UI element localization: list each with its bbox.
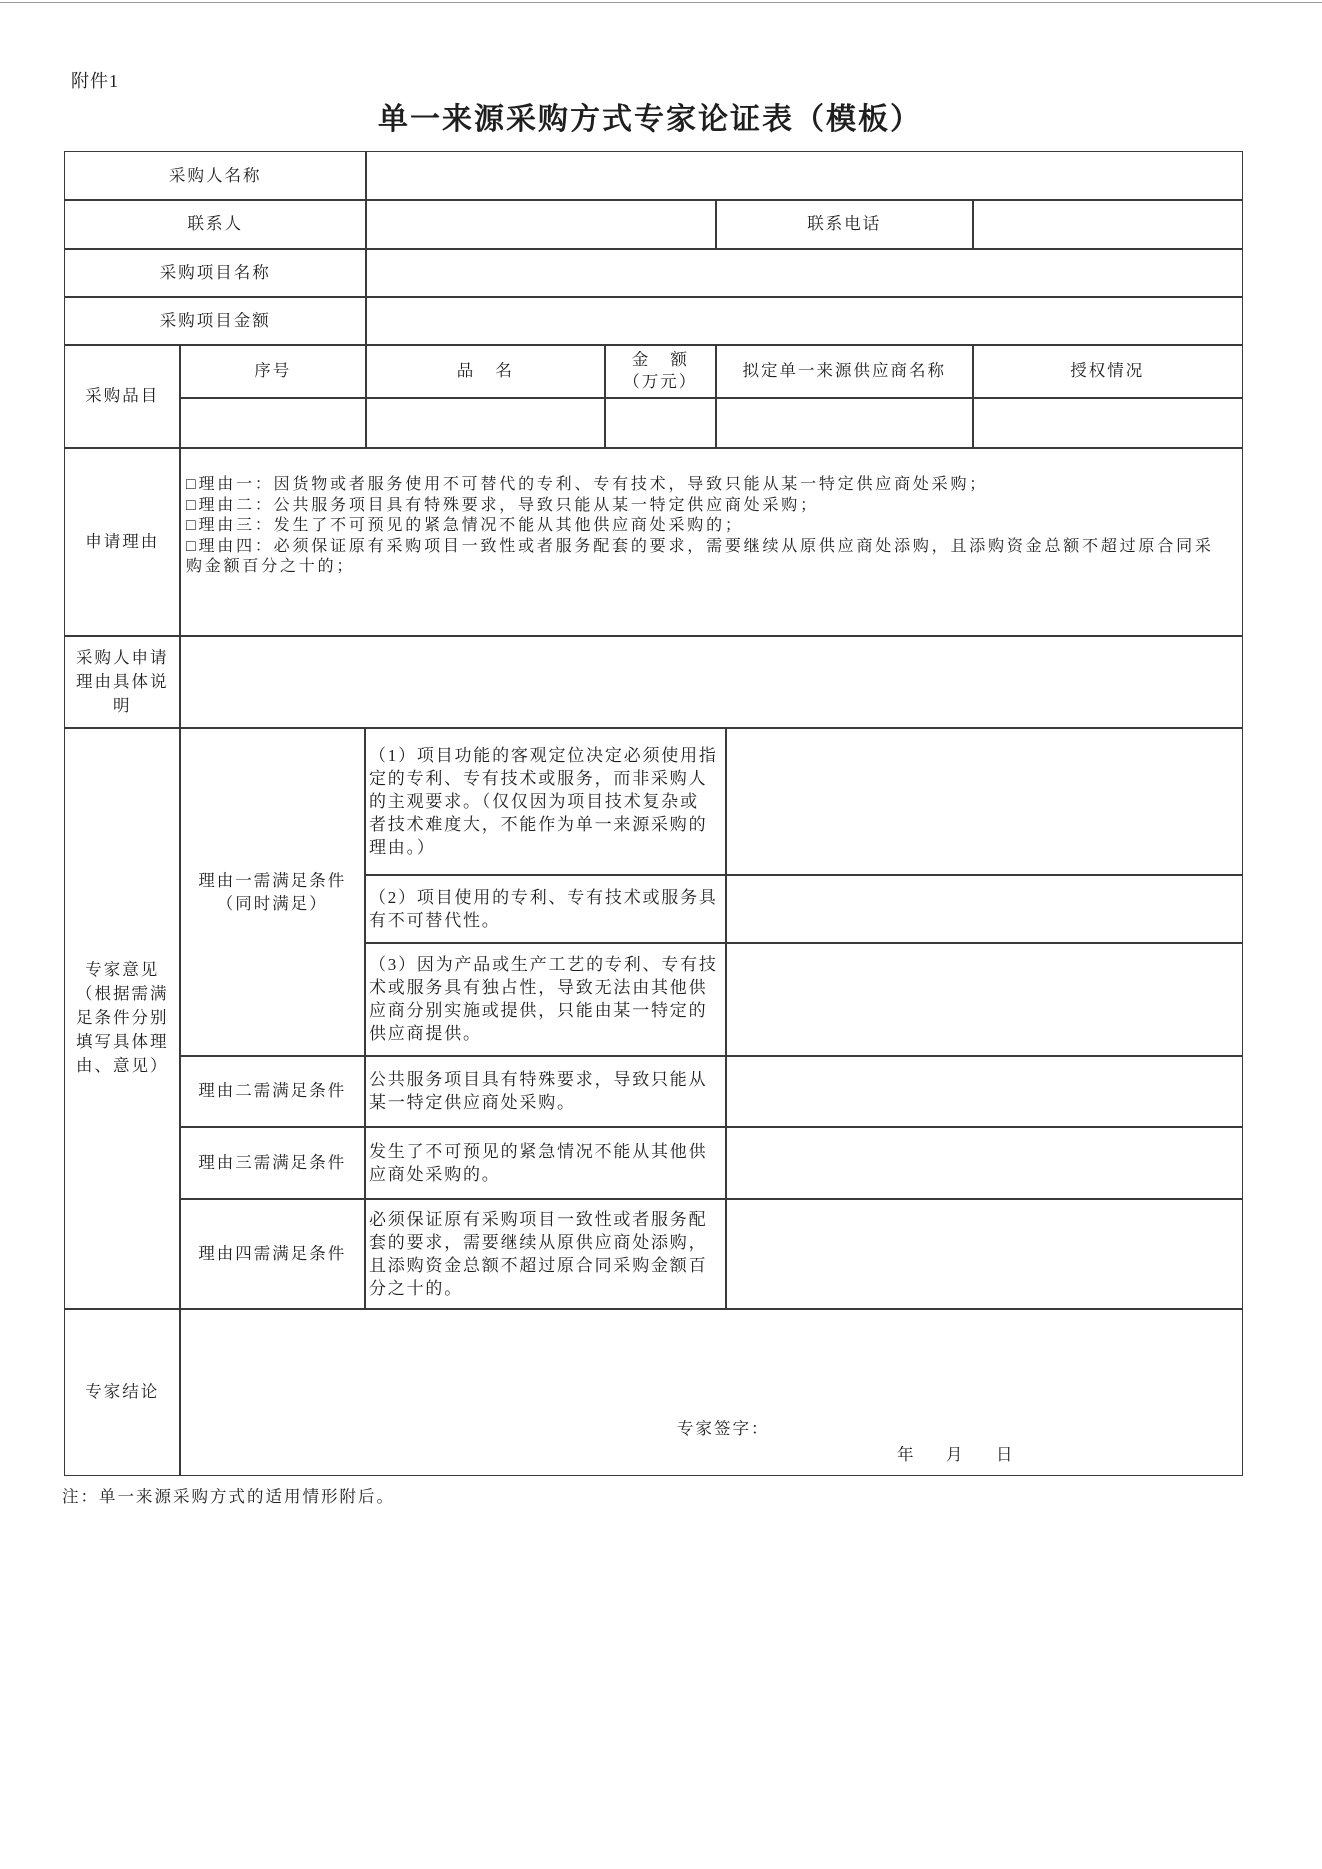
reason2-label: 理由二需满足条件 xyxy=(198,1081,347,1101)
reason2-opinion-cell xyxy=(725,1055,1243,1128)
reason4-label: 理由四需满足条件 xyxy=(198,1243,347,1263)
items-header-name xyxy=(365,344,606,399)
items-header-index xyxy=(179,344,367,399)
conclusion-label: 专家结论 xyxy=(85,1381,160,1401)
specific-explanation-content xyxy=(179,635,1243,729)
reason4-label-cell xyxy=(179,1198,366,1310)
project-name-label: 采购项目名称 xyxy=(159,262,271,282)
items-label: 采购品目 xyxy=(85,386,160,406)
application-reasons-label-cell xyxy=(64,447,181,637)
purchaser-name-label-cell xyxy=(64,151,367,201)
conclusion-content xyxy=(179,1308,1243,1476)
reason1-condition1-opinion-cell xyxy=(725,727,1243,876)
date-day-label: 日 xyxy=(996,1445,1015,1464)
reason-option-3: □理由三：发生了不可预见的紧急情况不能从其他供应商处采购的； xyxy=(186,517,744,534)
condition-line: 且添购资金总额不超过原合同采购金额百 xyxy=(369,1255,708,1275)
reason4-opinion-cell xyxy=(725,1198,1243,1310)
expert-signature-label: 专家签字： xyxy=(677,1419,770,1438)
project-name-label-cell xyxy=(64,248,367,298)
condition-line: （2）项目使用的专利、专有技术或服务具 xyxy=(369,887,718,907)
items-header-authorization xyxy=(972,344,1243,399)
condition-line: 发生了不可预见的紧急情况不能从其他供 xyxy=(369,1141,708,1161)
application-reasons-label: 申请理由 xyxy=(85,531,160,551)
application-reasons-content xyxy=(179,447,1243,637)
expert-opinion-label-cell xyxy=(64,727,181,1310)
condition-line: 定的专利、专有技术或服务，而非采购人 xyxy=(369,768,708,788)
project-name-value-cell xyxy=(365,248,1243,298)
reason1-condition2-text xyxy=(364,874,727,944)
items-row-amount-cell xyxy=(604,397,717,449)
date-year-label: 年 xyxy=(897,1445,916,1464)
phone-value-cell xyxy=(972,199,1243,250)
project-amount-value-cell xyxy=(365,296,1243,346)
reason-option-2: □理由二：公共服务项目具有特殊要求，导致只能从某一特定供应商处采购； xyxy=(186,496,819,514)
condition-line: 有不可替代性。 xyxy=(369,910,501,930)
reason-option-4: □理由四：必须保证原有采购项目一致性或者服务配套的要求，需要继续从原供应商处添购，且添购资金总额不超过原合同采 xyxy=(186,537,1214,555)
condition-line: 理由。） xyxy=(369,837,436,857)
items-header-authorization-text: 授权情况 xyxy=(1070,361,1145,381)
items-header-amount-unit: （万元） xyxy=(623,372,698,392)
condition-line: 分之十的。 xyxy=(369,1278,463,1298)
date-month-label: 月 xyxy=(946,1445,965,1464)
condition-line: 套的要求，需要继续从原供应商处添购， xyxy=(369,1232,708,1252)
expert-opinion-label: 专家意见 xyxy=(85,960,160,980)
items-row-supplier-cell xyxy=(715,397,974,449)
reason1-condition2-opinion-cell xyxy=(725,874,1243,944)
conclusion-label-cell xyxy=(64,1308,181,1476)
expert-opinion-label-note: （根据需满足条件分别填写具体理由、意见） xyxy=(76,984,169,1076)
reason1-condition1-text xyxy=(364,727,727,876)
reason1-condition3-text xyxy=(364,942,727,1057)
reason3-condition-text xyxy=(364,1126,727,1200)
condition-line: 供应商提供。 xyxy=(369,1024,482,1044)
reason1-label: 理由一需满足条件 xyxy=(198,870,347,890)
items-header-name-text: 品 名 xyxy=(456,361,514,381)
condition-line: 者技术难度大，不能作为单一来源采购的 xyxy=(369,814,708,834)
reason4-condition-text xyxy=(364,1198,727,1310)
page-title: 单一来源采购方式专家论证表（模板） xyxy=(378,103,922,136)
phone-label-cell xyxy=(715,199,974,250)
items-header-amount-text: 金 额 xyxy=(631,350,689,370)
purchaser-name-label: 采购人名称 xyxy=(169,165,262,185)
items-header-index-text: 序号 xyxy=(254,361,292,381)
footnote: 注：单一来源采购方式的适用情形附后。 xyxy=(62,1487,395,1506)
reason-option-1: □理由一：因货物或者服务使用不可替代的专利、专有技术，导致只能从某一特定供应商处采购； xyxy=(186,476,989,493)
attachment-label: 附件1 xyxy=(71,71,119,91)
condition-line: 应商分别实施或提供，只能由某一特定的 xyxy=(369,1001,708,1021)
specific-explanation-label-cell xyxy=(64,635,181,729)
reason2-label-cell xyxy=(179,1055,366,1128)
items-label-cell xyxy=(64,344,181,449)
condition-line: （1）项目功能的客观定位决定必须使用指 xyxy=(369,745,718,765)
condition-line: 的主观要求。（仅仅因为项目技术复杂或 xyxy=(369,791,699,811)
condition-line: （3）因为产品或生产工艺的专利、专有技 xyxy=(369,955,718,975)
condition-line: 公共服务项目具有特殊要求，导致只能从 xyxy=(369,1070,708,1090)
condition-line: 必须保证原有采购项目一致性或者服务配 xyxy=(369,1209,708,1229)
scan-edge-line xyxy=(0,2,1322,3)
items-header-supplier xyxy=(715,344,974,399)
reason3-label: 理由三需满足条件 xyxy=(198,1152,347,1172)
contact-label: 联系人 xyxy=(187,214,243,234)
reason1-label-cell xyxy=(179,727,366,1057)
condition-line: 术或服务具有独占性，导致无法由其他供 xyxy=(369,978,708,998)
purchaser-name-value-cell xyxy=(365,151,1243,201)
reason2-condition-text xyxy=(364,1055,727,1128)
reason3-opinion-cell xyxy=(725,1126,1243,1200)
contact-value-cell xyxy=(365,199,717,250)
items-header-amount xyxy=(604,344,717,399)
reason1-note: （同时满足） xyxy=(216,893,328,913)
specific-explanation-label: 采购人申请理由具体说明 xyxy=(76,647,169,715)
condition-line: 应商处采购的。 xyxy=(369,1164,501,1184)
condition-line: 某一特定供应商处采购。 xyxy=(369,1093,576,1113)
project-amount-label-cell xyxy=(64,296,367,346)
items-header-supplier-text: 拟定单一来源供应商名称 xyxy=(742,361,946,381)
items-row-index-cell xyxy=(179,397,367,449)
contact-label-cell xyxy=(64,199,367,250)
project-amount-label: 采购项目金额 xyxy=(159,310,271,330)
reason-option-4-continued: 购金额百分之十的； xyxy=(186,558,356,575)
items-row-authorization-cell xyxy=(972,397,1243,449)
reason3-label-cell xyxy=(179,1126,366,1200)
reason1-condition3-opinion-cell xyxy=(725,942,1243,1057)
phone-label: 联系电话 xyxy=(807,214,882,234)
items-row-name-cell xyxy=(365,397,606,449)
